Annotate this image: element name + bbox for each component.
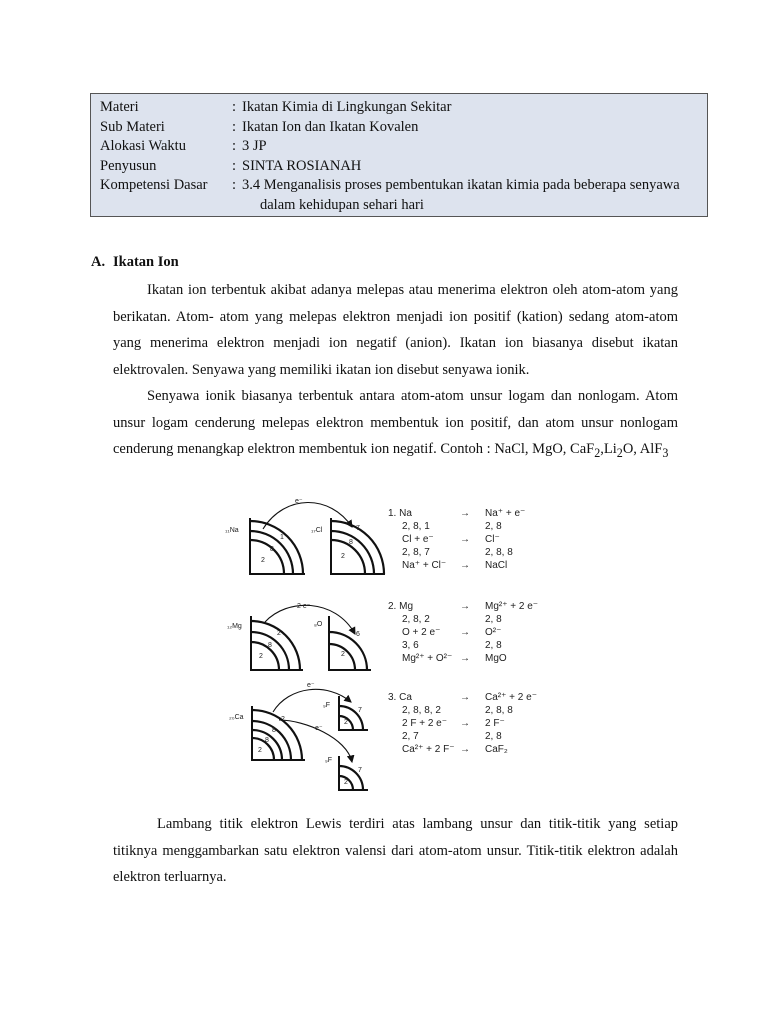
- equation-right: CaF₂: [485, 744, 508, 755]
- equation-left: 3, 6: [402, 640, 419, 651]
- info-value: [242, 176, 698, 215]
- equation-left: Ca²⁺ + 2 F⁻: [402, 744, 455, 755]
- equation-left: 2 F + 2 e⁻: [402, 718, 448, 729]
- electron-shell: [251, 632, 289, 670]
- atom-axis: [250, 518, 305, 574]
- equation-arrow: →: [460, 692, 470, 703]
- equation-arrow: →: [460, 534, 470, 545]
- equation-right: 2, 8: [485, 731, 502, 742]
- info-row-kompetensi-dasar: [100, 176, 698, 215]
- equation-arrow: →: [460, 718, 470, 729]
- equation-right: Na⁺ + e⁻: [485, 508, 526, 519]
- info-row-alokasi-waktu: [100, 137, 698, 157]
- equation-right: NaCl: [485, 560, 508, 571]
- shell-count: 7: [358, 767, 362, 774]
- transfer-label: 2 e⁻: [297, 603, 311, 610]
- info-row-penyusun: [100, 157, 698, 177]
- shell-count: 2: [258, 747, 262, 754]
- equation-right: 2, 8, 8: [485, 705, 513, 716]
- subscript: 2: [594, 445, 601, 460]
- info-separator: :: [232, 99, 237, 115]
- equation-left: 2, 8, 7: [402, 547, 430, 558]
- shell-count: 2: [344, 719, 348, 726]
- info-row-materi: [100, 98, 698, 118]
- electron-shell: [331, 531, 374, 574]
- equation-left: 1. Na: [388, 508, 412, 519]
- paragraph-text: ,Li: [600, 441, 617, 457]
- section-letter: A.: [91, 254, 106, 270]
- equation-right: 2, 8: [485, 640, 502, 651]
- equation-right: 2, 8: [485, 614, 502, 625]
- paragraph-text: Senyawa ionik biasanya terbentuk antara atom-atom unsur logam dan nonlogam. Atom unsur logam cenderung melepas elektron membentuk ion positif, dan atom unsur nonlogam cenderung menangkap elektron membentuk ion negatif. Contoh : NaCl, MgO, CaF: [113, 388, 678, 457]
- info-value: 3 JP: [242, 138, 267, 154]
- equation-arrow: →: [460, 744, 470, 755]
- equation-left: 2. Mg: [388, 601, 414, 612]
- subscript: 2: [616, 445, 623, 460]
- shell-count: 2: [259, 653, 263, 660]
- equation-left: 2, 7: [402, 731, 419, 742]
- shell-count: 8: [272, 727, 276, 734]
- transfer-label: e⁻: [307, 682, 315, 689]
- info-value-line: 3.4 Menganalisis proses pembentukan ikatan kimia pada beberapa senyawa: [242, 177, 680, 193]
- paragraph-ikatan-ion: [113, 277, 678, 383]
- shell-count: 2: [341, 651, 345, 658]
- info-value-continuation: dalam kehidupan sehari hari: [260, 196, 424, 213]
- atom-label-o: ₈O: [314, 621, 323, 628]
- electron-shell: [250, 540, 284, 574]
- section-title: Ikatan Ion: [113, 254, 179, 270]
- shell-count: 2: [261, 557, 265, 564]
- info-label: Materi: [100, 99, 139, 115]
- panel-nacl: [225, 498, 525, 574]
- info-separator: :: [232, 118, 237, 135]
- paragraph-text: O, AlF: [622, 441, 663, 457]
- shell-count: 6: [356, 631, 360, 638]
- equation-left: 3. Ca: [388, 692, 412, 703]
- shell-count: 2: [281, 716, 285, 723]
- shell-count: 8: [265, 737, 269, 744]
- equation-right: 2, 8, 8: [485, 547, 513, 558]
- paragraph-text: Ikatan ion terbentuk akibat adanya melepas atau menerima elektron oleh atom-atom yang berikatan. Atom- atom yang melepas elektron menjadi ion positif (kation) sedang atom-atom yang menerima elektron menjadi ion negatif (anion). Ikatan ion biasanya disebut ikatan elektrovalen. Senyawa yang memiliki ikatan ion disebut senyawa ionik.: [113, 282, 678, 378]
- equation-left: Cl + e⁻: [402, 534, 434, 545]
- info-label: Sub Materi: [100, 118, 165, 135]
- info-separator: :: [232, 177, 237, 193]
- info-row-sub-materi: [100, 118, 698, 138]
- electron-shell: [251, 642, 279, 670]
- paragraph-senyawa-ionik: [113, 383, 678, 466]
- equation-right: O²⁻: [485, 627, 502, 638]
- electron-shell: [250, 521, 303, 574]
- equation-arrow: →: [460, 560, 470, 571]
- ionic-bond-diagram: [225, 494, 555, 794]
- shell-count: 7: [356, 525, 360, 532]
- equation-left: 2, 8, 1: [402, 521, 430, 532]
- equation-arrow: →: [460, 508, 470, 519]
- panel-caf2: [229, 682, 537, 790]
- equation-left: 2, 8, 8, 2: [402, 705, 441, 716]
- info-separator: :: [232, 157, 237, 174]
- info-label: Kompetensi Dasar: [100, 177, 208, 193]
- paragraph-text: Lambang titik elektron Lewis terdiri atas lambang unsur dan titik-titik yang setiap titiknya menggambarkan satu elektron valensi dari atom-atom unsur. Titik-titik elektron adalah elektron terluarnya.: [113, 816, 678, 885]
- equation-left: Na⁺ + Cl⁻: [402, 560, 447, 571]
- shell-count: 2: [277, 630, 281, 637]
- atom-label-na: ₁₁Na: [225, 527, 239, 534]
- equation-left: O + 2 e⁻: [402, 627, 441, 638]
- shell-count: 8: [268, 642, 272, 649]
- transfer-label: e⁻: [295, 498, 303, 505]
- electron-transfer-arrow: [263, 502, 352, 529]
- info-value: Ikatan Ion dan Ikatan Kovalen: [242, 118, 419, 135]
- atom-axis: [329, 616, 371, 670]
- shell-count: 2: [344, 779, 348, 786]
- equation-right: Mg²⁺ + 2 e⁻: [485, 601, 539, 612]
- equation-right: 2 F⁻: [485, 718, 505, 729]
- section-heading: [91, 254, 179, 271]
- shell-count: 1: [280, 534, 284, 541]
- shell-count: 8: [270, 546, 274, 553]
- equation-arrow: →: [460, 601, 470, 612]
- equation-left: 2, 8, 2: [402, 614, 430, 625]
- ionic-bond-figure: [225, 494, 555, 794]
- info-value: Ikatan Kimia di Lingkungan Sekitar: [242, 99, 452, 115]
- atom-label-mg: ₁₂Mg: [227, 623, 242, 630]
- info-value: SINTA ROSIANAH: [242, 157, 362, 174]
- shell-count: 7: [358, 707, 362, 714]
- atom-label-ca: ₂₀Ca: [229, 714, 244, 721]
- atom-label-f-bottom: ₉F: [325, 757, 333, 764]
- equation-block: [388, 601, 538, 664]
- equation-right: Ca²⁺ + 2 e⁻: [485, 692, 537, 703]
- transfer-label: e⁻: [315, 725, 323, 732]
- info-box: [90, 93, 708, 217]
- equation-right: 2, 8: [485, 521, 502, 532]
- info-label: Alokasi Waktu: [100, 138, 186, 154]
- shell-count: 2: [341, 553, 345, 560]
- equation-block: [388, 692, 537, 755]
- electron-shell: [251, 621, 300, 670]
- equation-left: Mg²⁺ + O²⁻: [402, 653, 453, 664]
- equation-arrow: →: [460, 627, 470, 638]
- shell-count: 8: [349, 539, 353, 546]
- electron-shell: [252, 738, 274, 760]
- info-label: Penyusun: [100, 157, 157, 174]
- equation-right: Cl⁻: [485, 534, 500, 545]
- equation-right: MgO: [485, 653, 507, 664]
- atom-label-cl: ₁₇Cl: [311, 527, 323, 534]
- paragraph-lewis: [113, 811, 678, 891]
- subscript: 3: [662, 445, 669, 460]
- equation-arrow: →: [460, 653, 470, 664]
- electron-shell: [331, 540, 365, 574]
- atom-label-f-top: ₉F: [323, 702, 331, 709]
- equation-block: [388, 508, 525, 571]
- info-separator: :: [232, 138, 237, 154]
- panel-mgo: [227, 601, 538, 670]
